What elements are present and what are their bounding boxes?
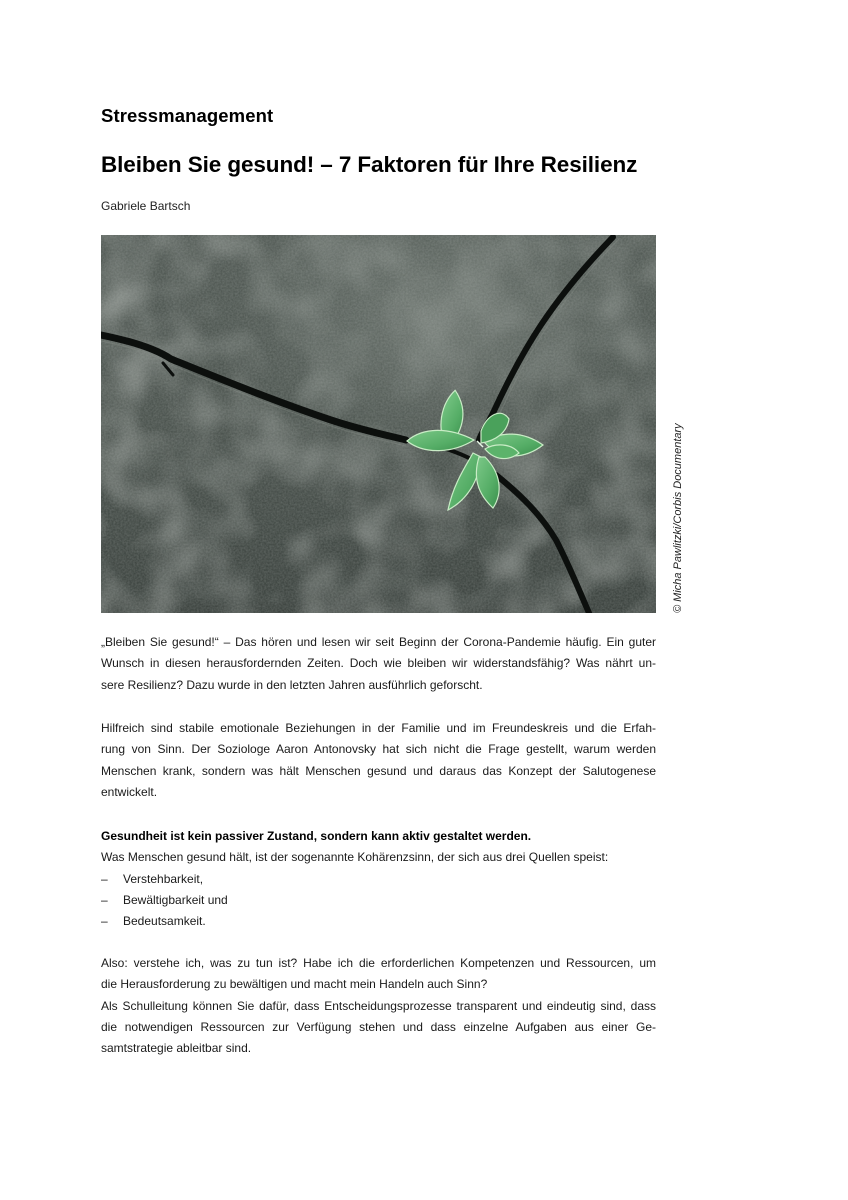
author-name: Gabriele Bartsch [101, 199, 191, 213]
dash-bullet-icon: – [101, 914, 108, 929]
text-line: „Bleiben Sie gesund!“ – Das hören und lesen wir seit Beginn der Corona-Pandemie häufig. Ein guter [101, 635, 656, 649]
school-leadership-paragraph [101, 953, 656, 1059]
list-item [101, 869, 656, 890]
section-kicker: Stressmanagement [101, 105, 274, 126]
text-line: Hilfreich sind stabile emotionale Beziehungen in der Familie und im Freundeskreis und die Erfah- [101, 721, 656, 735]
section-heading: Gesundheit ist kein passiver Zustand, sondern kann aktiv gestaltet werden. [101, 829, 532, 843]
coherence-section [101, 826, 656, 932]
intro-paragraph [101, 632, 656, 696]
list-item-text: Bewältigbarkeit und [123, 892, 228, 907]
list-item-text: Bedeutsamkeit. [123, 914, 206, 929]
list-item [101, 890, 656, 911]
text-line: sere Resilienz? Dazu wurde in den letzten Jahren ausführlich geforscht. [101, 677, 483, 692]
list-item-text: Verstehbarkeit, [123, 871, 204, 886]
article-photo [101, 235, 656, 613]
text-line: samtstrategie ableitbar sind. [101, 1041, 252, 1056]
photo-credit: © Micha Pawlitzki/Corbis Documentary [672, 423, 684, 613]
text-line: Was Menschen gesund hält, ist der sogenannte Kohärenzsinn, der sich aus drei Quellen speist: [101, 850, 609, 865]
plant-in-stone-crack-image [101, 235, 656, 613]
list-item [101, 911, 656, 932]
article-title: Bleiben Sie gesund! – 7 Faktoren für Ihre Resilienz [101, 152, 638, 177]
antonovsky-paragraph [101, 718, 656, 803]
text-line: Also: verstehe ich, was zu tun ist? Habe ich die erforderlichen Kompetenzen und Ressourcen, um [101, 956, 656, 970]
coherence-sources-list [101, 869, 656, 933]
text-line: entwickelt. [101, 784, 158, 799]
text-line: Als Schulleitung können Sie dafür, dass Entscheidungsprozesse transparent und eindeutig sind, dass [101, 998, 656, 1013]
text-line: Menschen krank, sondern was hält Menschen gesund und daraus das Konzept der Salutogenese [101, 763, 656, 778]
text-line: rung von Sinn. Der Soziologe Aaron Antonovsky hat sich nicht die Frage gestellt, warum werden [101, 742, 656, 757]
dash-bullet-icon: – [101, 892, 108, 907]
text-line: Wunsch in diesen herausfordernden Zeiten. Doch wie bleiben wir widerstandsfähig? Was nährt un- [101, 656, 656, 671]
text-line: die Herausforderung zu bewältigen und macht mein Handeln auch Sinn? [101, 977, 488, 992]
dash-bullet-icon: – [101, 871, 108, 886]
text-line: die notwendigen Ressourcen zur Verfügung stehen und dass einzelne Aufgaben aus einer Ge- [101, 1019, 656, 1034]
